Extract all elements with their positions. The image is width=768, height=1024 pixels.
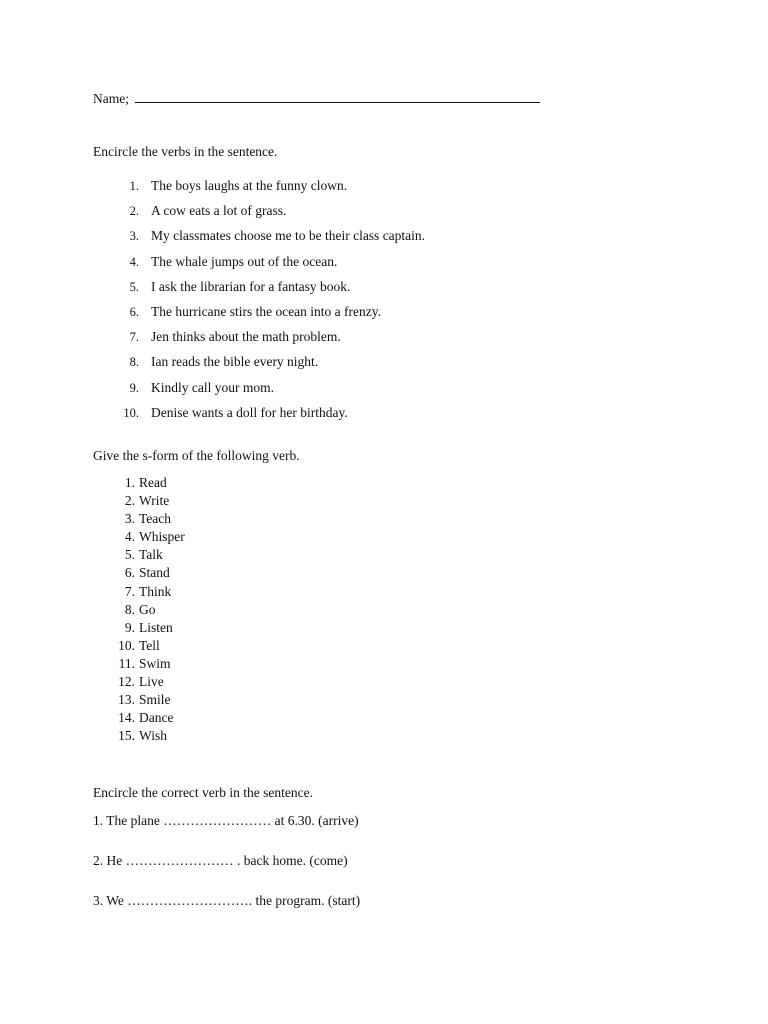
name-label: Name; — [93, 91, 129, 106]
list-item: 9. Kindly call your mom. — [129, 379, 274, 395]
section2-heading: Give the s-form of the following verb. — [93, 448, 300, 463]
list-item: 5. I ask the librarian for a fantasy book. — [129, 278, 351, 294]
list-item: 10. Tell — [118, 637, 160, 653]
list-item: 13. Smile — [118, 692, 171, 708]
list-item: 9. Listen — [124, 619, 173, 635]
list-item: 5. Talk — [124, 547, 163, 563]
section1-list — [93, 177, 425, 429]
list-item: 3. Teach — [124, 511, 172, 527]
list-item: 11. Swim — [118, 655, 171, 671]
list-item: 8. Ian reads the bible every night. — [129, 354, 319, 370]
fill-in-sentence: 3. We ………………………. the program. (start) — [93, 893, 361, 908]
list-item: 2. Write — [124, 493, 170, 509]
list-item: 10. Denise wants a doll for her birthday. — [123, 404, 348, 420]
list-item: 2. A cow eats a lot of grass. — [129, 203, 287, 219]
list-item: 4. The whale jumps out of the ocean. — [129, 253, 338, 269]
list-item: 4. Whisper — [124, 529, 185, 545]
list-item: 1. The boys laughs at the funny clown. — [129, 178, 348, 193]
section2-list — [93, 474, 185, 745]
list-item: 7. Jen thinks about the math problem. — [129, 329, 341, 345]
fill-in-sentence: 2. He …………………… . back home. (come) — [93, 853, 348, 868]
list-item: 3. My classmates choose me to be their class captain. — [129, 228, 426, 244]
list-item: 14. Dance — [118, 710, 174, 726]
name-blank-line — [135, 88, 540, 103]
list-item: 6. The hurricane stirs the ocean into a frenzy. — [129, 303, 382, 319]
section1-heading: Encircle the verbs in the sentence. — [93, 144, 278, 159]
list-item: 15. Wish — [118, 728, 167, 744]
list-item: 1. Read — [124, 475, 167, 490]
list-item: 12. Live — [118, 674, 164, 690]
section3-heading: Encircle the correct verb in the sentence. — [93, 785, 314, 800]
list-item: 6. Stand — [124, 565, 170, 581]
name-row — [93, 88, 540, 107]
list-item: 7. Think — [124, 583, 172, 599]
list-item: 8. Go — [124, 601, 156, 617]
fill-in-sentence: 1. The plane …………………… at 6.30. (arrive) — [93, 813, 359, 828]
